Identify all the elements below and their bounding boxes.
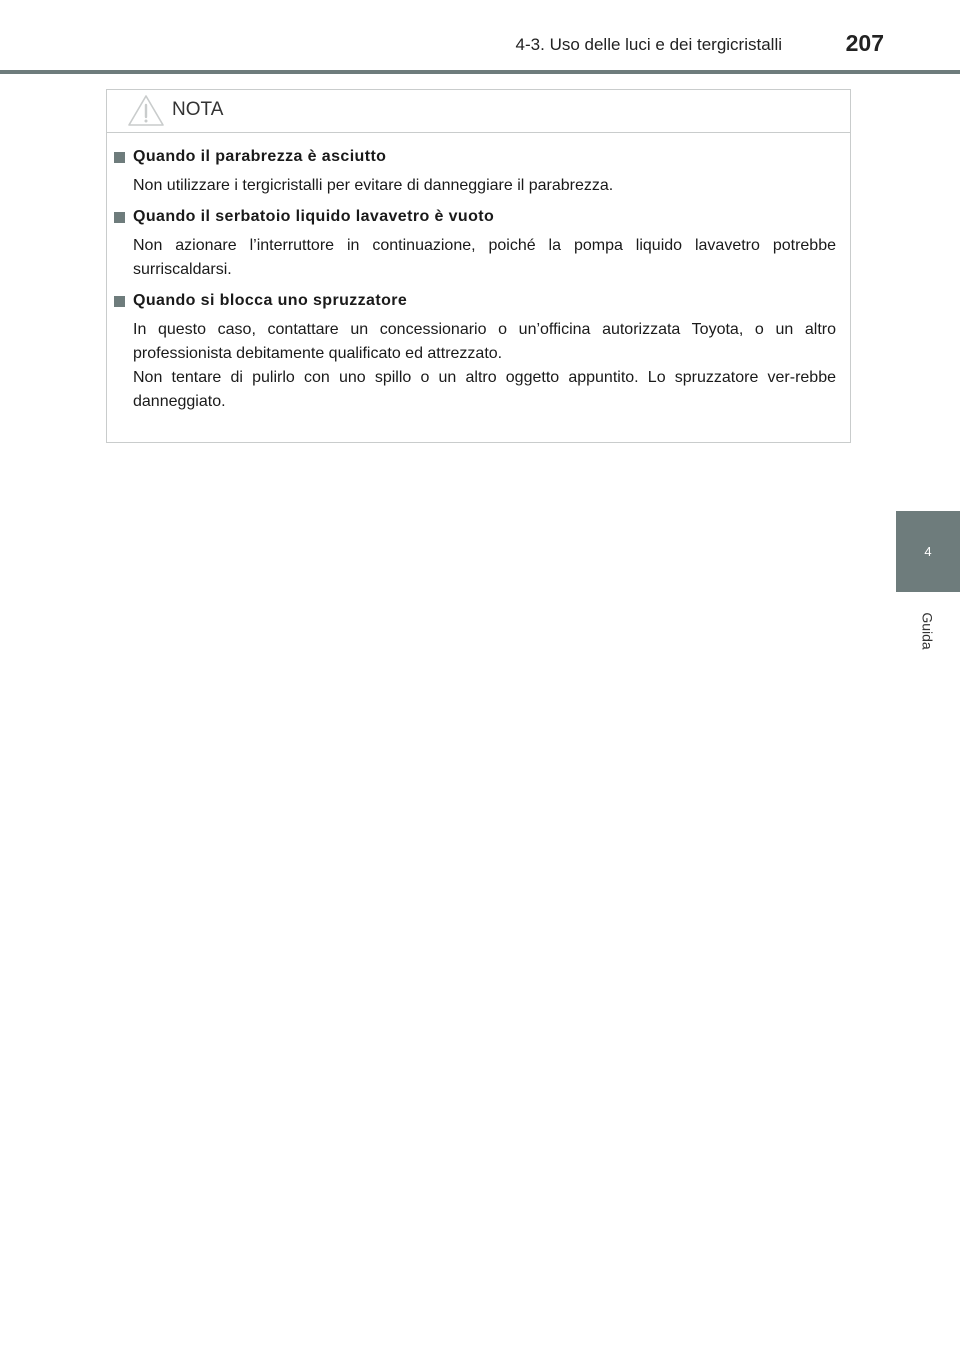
note-label: NOTA [172,99,224,120]
note-body [107,133,850,414]
note-header [107,90,850,133]
note-item-title-text: Quando si blocca uno spruzzatore [133,292,408,309]
note-item-title [114,292,836,310]
note-box [106,89,851,443]
note-item-text [133,174,836,198]
chapter-number: 4 [924,544,932,559]
note-item-text [133,234,836,282]
chapter-label-container [896,596,960,666]
note-paragraph: Non utilizzare i tergicristalli per evitare di danneggiare il parabrezza. [133,177,614,194]
note-paragraph: Non azionare l’interruttore in continuazione, poiché la pompa liquido lavavetro potrebbe surriscaldarsi. [133,237,836,278]
warning-triangle-icon [127,94,165,127]
note-item-title-text: Quando il serbatoio liquido lavavetro è vuoto [133,208,495,225]
square-bullet-icon [114,152,125,163]
note-item [114,208,836,282]
chapter-label: Guida [919,612,936,650]
section-title: 4-3. Uso delle luci e dei tergicristalli [515,35,782,54]
note-item [114,292,836,414]
note-item [114,148,836,198]
chapter-tab [896,511,960,592]
note-item-text [133,318,836,414]
note-paragraph: Non tentare di pulirlo con uno spillo o un altro oggetto appuntito. Lo spruzzatore ver-rebbe danneggiato. [133,369,836,410]
note-item-title-text: Quando il parabrezza è asciutto [133,148,387,165]
note-paragraph: In questo caso, contattare un concessionario o un’officina autorizzata Toyota, o un altro professionista debitamente qualificato ed attrezzato. [133,321,836,362]
page-number: 207 [845,30,884,56]
note-item-title [114,148,836,166]
square-bullet-icon [114,296,125,307]
note-item-title [114,208,836,226]
header-rule [0,70,960,74]
square-bullet-icon [114,212,125,223]
